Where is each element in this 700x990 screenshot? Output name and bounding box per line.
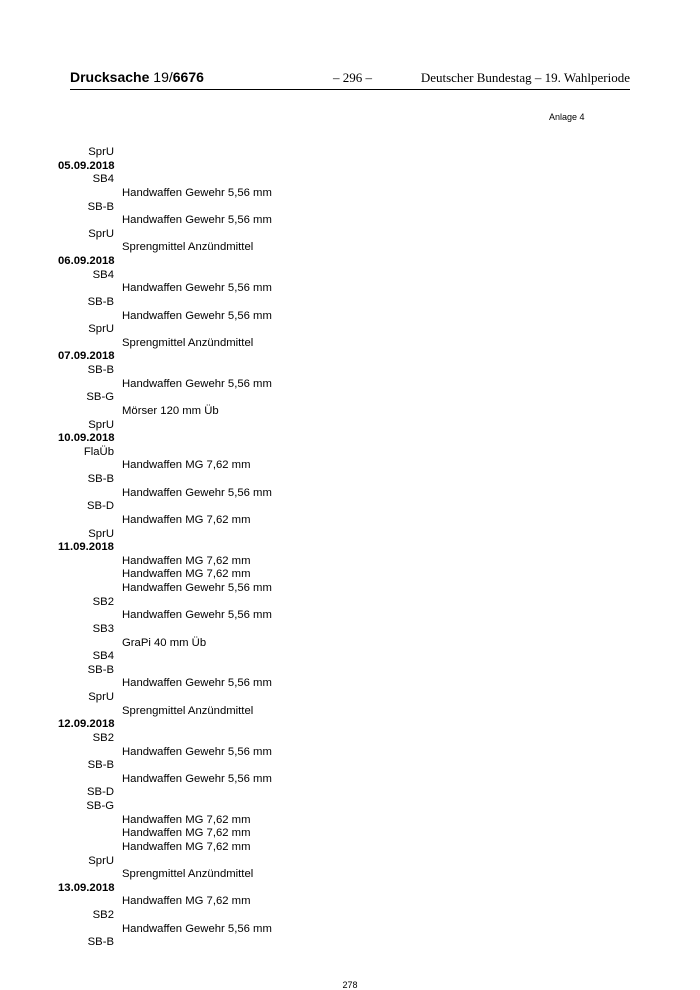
document-id: 6676	[172, 69, 204, 85]
exercise-label: Sprengmittel Anzündmittel	[122, 868, 254, 881]
unit-row	[0, 323, 700, 337]
unit-row	[0, 664, 700, 678]
exercise-row	[0, 241, 700, 255]
date-label: 12.09.2018	[58, 718, 115, 731]
exercise-row	[0, 841, 700, 855]
date-row	[0, 718, 700, 732]
exercise-row	[0, 337, 700, 351]
exercise-label: Handwaffen Gewehr 5,56 mm	[122, 677, 272, 690]
unit-label: SprU	[88, 527, 114, 540]
exercise-label: GraPi 40 mm Üb	[122, 636, 207, 649]
unit-row	[0, 759, 700, 773]
exercise-row	[0, 378, 700, 392]
exercise-label: Sprengmittel Anzündmittel	[122, 241, 254, 254]
date-label: 07.09.2018	[58, 350, 115, 363]
exercise-label: Handwaffen Gewehr 5,56 mm	[122, 772, 272, 785]
unit-row	[0, 800, 700, 814]
exercise-row	[0, 487, 700, 501]
unit-row	[0, 500, 700, 514]
unit-label: SprU	[88, 323, 114, 336]
unit-row	[0, 909, 700, 923]
document-period: 19/	[149, 69, 173, 85]
unit-row	[0, 623, 700, 637]
exercise-label: Handwaffen Gewehr 5,56 mm	[122, 486, 272, 499]
unit-row	[0, 173, 700, 187]
publisher: Deutscher Bundestag – 19. Wahlperiode	[420, 70, 630, 85]
date-label: 10.09.2018	[58, 432, 115, 445]
exercise-row	[0, 868, 700, 882]
exercise-row	[0, 310, 700, 324]
exercise-row	[0, 282, 700, 296]
date-label: 06.09.2018	[58, 255, 115, 267]
unit-row	[0, 650, 700, 664]
exercise-row	[0, 609, 700, 623]
exercise-row	[0, 555, 700, 569]
unit-row	[0, 146, 700, 160]
exercise-label: Handwaffen MG 7,62 mm	[122, 554, 251, 567]
exercise-row	[0, 827, 700, 841]
unit-label: SB2	[92, 909, 114, 921]
schedule-list	[0, 146, 700, 950]
unit-row	[0, 364, 700, 378]
exercise-label: Handwaffen Gewehr 5,56 mm	[122, 377, 272, 390]
exercise-row	[0, 187, 700, 201]
unit-label: SB-B	[87, 364, 114, 376]
unit-label: SB4	[92, 650, 114, 663]
unit-label: SB2	[92, 595, 114, 608]
exercise-label: Handwaffen Gewehr 5,56 mm	[122, 745, 272, 758]
unit-label: SB-D	[87, 500, 114, 513]
unit-label: SB-B	[87, 663, 114, 676]
unit-label: SprU	[88, 691, 114, 703]
unit-row	[0, 201, 700, 215]
unit-label: SB-G	[86, 800, 114, 812]
unit-row	[0, 446, 700, 460]
exercise-row	[0, 705, 700, 719]
date-label: 11.09.2018	[58, 541, 114, 554]
annex-label: Anlage 4	[549, 112, 585, 122]
exercise-label: Handwaffen Gewehr 5,56 mm	[122, 282, 272, 295]
document-type: Drucksache	[70, 69, 150, 85]
exercise-label: Handwaffen Gewehr 5,56 mm	[122, 609, 272, 622]
exercise-label: Handwaffen MG 7,62 mm	[122, 459, 251, 472]
exercise-row	[0, 677, 700, 691]
unit-row	[0, 473, 700, 487]
unit-label: SB2	[92, 731, 114, 744]
exercise-row	[0, 923, 700, 937]
exercise-row	[0, 514, 700, 528]
unit-row	[0, 228, 700, 242]
page-header	[70, 69, 630, 90]
unit-row	[0, 786, 700, 800]
date-row	[0, 882, 700, 896]
exercise-row	[0, 746, 700, 760]
unit-row	[0, 732, 700, 746]
date-row	[0, 432, 700, 446]
exercise-label: Handwaffen MG 7,62 mm	[122, 813, 251, 826]
unit-row	[0, 419, 700, 433]
date-row	[0, 350, 700, 364]
unit-row	[0, 691, 700, 705]
unit-label: SB-D	[87, 786, 114, 799]
date-label: 05.09.2018	[58, 159, 115, 172]
unit-label: FlaÜb	[83, 445, 114, 458]
date-row	[0, 160, 700, 174]
exercise-row	[0, 568, 700, 582]
exercise-label: Handwaffen MG 7,62 mm	[122, 840, 251, 853]
unit-label: SB-B	[87, 295, 114, 308]
exercise-row	[0, 637, 700, 651]
unit-label: SprU	[88, 418, 114, 431]
exercise-label: Handwaffen MG 7,62 mm	[122, 895, 251, 908]
exercise-row	[0, 214, 700, 228]
unit-label: SprU	[88, 854, 114, 867]
unit-label: SB-B	[87, 936, 114, 949]
unit-label: SB-B	[87, 759, 114, 772]
exercise-label: Handwaffen MG 7,62 mm	[122, 568, 251, 581]
unit-row	[0, 391, 700, 405]
page-number: 278	[342, 980, 358, 990]
document-number	[70, 69, 204, 85]
unit-label: SB-G	[86, 391, 114, 404]
unit-row	[0, 596, 700, 610]
exercise-label: Handwaffen MG 7,62 mm	[122, 513, 251, 526]
exercise-label: Handwaffen Gewehr 5,56 mm	[122, 922, 272, 935]
unit-label: SprU	[88, 227, 114, 240]
exercise-label: Handwaffen Gewehr 5,56 mm	[122, 582, 272, 594]
exercise-label: Handwaffen Gewehr 5,56 mm	[122, 214, 272, 227]
unit-row	[0, 269, 700, 283]
exercise-row	[0, 582, 700, 596]
exercise-row	[0, 814, 700, 828]
unit-label: SB3	[92, 622, 114, 635]
date-label: 13.09.2018	[58, 881, 115, 894]
exercise-label: Handwaffen Gewehr 5,56 mm	[122, 309, 272, 322]
exercise-label: Sprengmittel Anzündmittel	[122, 704, 254, 717]
exercise-label: Handwaffen MG 7,62 mm	[122, 827, 251, 840]
exercise-label: Mörser 120 mm Üb	[122, 404, 219, 417]
unit-row	[0, 936, 700, 950]
unit-label: SB-B	[87, 473, 114, 485]
unit-label: SB4	[92, 268, 114, 281]
unit-row	[0, 296, 700, 310]
exercise-row	[0, 459, 700, 473]
exercise-label: Handwaffen Gewehr 5,56 mm	[122, 186, 272, 199]
date-row	[0, 541, 700, 555]
exercise-row	[0, 405, 700, 419]
date-row	[0, 255, 700, 269]
unit-row	[0, 528, 700, 542]
unit-label: SprU	[88, 146, 114, 158]
exercise-row	[0, 773, 700, 787]
exercise-label: Sprengmittel Anzündmittel	[122, 336, 254, 349]
unit-label: SB-B	[87, 200, 114, 213]
unit-label: SB4	[92, 173, 114, 186]
source-page-number: – 296 –	[333, 70, 372, 85]
exercise-row	[0, 895, 700, 909]
unit-row	[0, 855, 700, 869]
